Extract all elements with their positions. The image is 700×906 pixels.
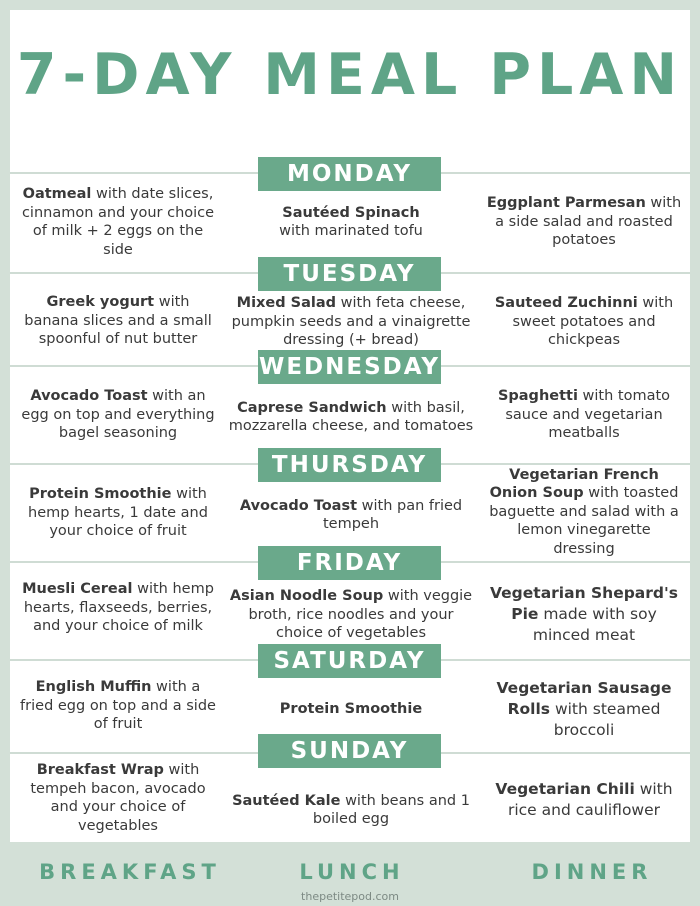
breakfast-wednesday bbox=[18, 372, 218, 458]
meal-name: Sauteed Zuchinni bbox=[494, 295, 638, 312]
meal-name: Protein Smoothie bbox=[29, 486, 172, 503]
meal-detail: with tomato sauce and vegetarian meatballs bbox=[505, 388, 671, 442]
meal-name: Avocado Toast bbox=[30, 388, 148, 405]
lunch-tuesday bbox=[228, 292, 474, 352]
meal-detail: with hemp hearts, flaxseeds, berries, and your choice of milk bbox=[23, 581, 214, 635]
day-banner-saturday: SATURDAY bbox=[258, 644, 441, 678]
breakfast-saturday bbox=[18, 664, 218, 748]
meal-name: Breakfast Wrap bbox=[36, 762, 164, 778]
meal-name: Vegetarian French Onion Soup bbox=[489, 466, 659, 502]
day-banner-friday: FRIDAY bbox=[258, 546, 441, 580]
meal-detail: with date slices, cinnamon and your choice of milk + 2 eggs on the side bbox=[21, 186, 215, 258]
meal-name: Greek yogurt bbox=[46, 294, 155, 311]
meal-name: Sautéed Spinach bbox=[282, 204, 420, 221]
lunch-monday bbox=[228, 192, 474, 252]
meal-detail: with beans and 1 boiled egg bbox=[312, 792, 470, 827]
dinner-tuesday bbox=[486, 290, 682, 354]
column-label-breakfast: BREAKFAST bbox=[39, 860, 221, 884]
breakfast-friday bbox=[18, 566, 218, 650]
day-banner-tuesday: TUESDAY bbox=[258, 257, 441, 291]
lunch-saturday bbox=[228, 696, 474, 722]
breakfast-sunday bbox=[18, 756, 218, 840]
meal-detail: with hemp hearts, 1 date and your choice of fruit bbox=[28, 486, 208, 540]
meal-detail: with sweet potatoes and chickpeas bbox=[512, 295, 674, 349]
meal-name: Muesli Cereal bbox=[22, 581, 133, 598]
day-banner-wednesday: WEDNESDAY bbox=[258, 350, 441, 384]
meal-name: Protein Smoothie bbox=[279, 700, 423, 717]
dinner-friday bbox=[486, 570, 682, 658]
day-banner-monday: MONDAY bbox=[258, 157, 441, 191]
meal-name: Caprese Sandwich bbox=[237, 399, 387, 416]
dinner-sunday bbox=[486, 766, 682, 834]
column-label-lunch: LUNCH bbox=[299, 860, 405, 884]
lunch-wednesday bbox=[228, 388, 474, 446]
meal-detail: with an egg on top and everything bagel seasoning bbox=[21, 388, 215, 442]
breakfast-monday bbox=[18, 178, 218, 266]
lunch-thursday bbox=[228, 488, 474, 542]
meal-name: Oatmeal bbox=[22, 186, 92, 202]
meal-name: Vegetarian Shepard's Pie bbox=[490, 583, 678, 623]
meal-name: Eggplant Parmesan bbox=[486, 195, 646, 212]
meal-detail: with basil, mozzarella cheese, and tomatoes bbox=[228, 399, 474, 434]
meal-name: Vegetarian Sausage Rolls bbox=[496, 678, 672, 718]
meal-detail: with marinated tofu bbox=[279, 223, 423, 239]
dinner-saturday bbox=[486, 665, 682, 753]
meal-detail: with a fried egg on top and a side of fruit bbox=[20, 679, 216, 733]
meal-detail: with a side salad and roasted potatoes bbox=[495, 195, 682, 249]
meal-detail: with tempeh bacon, avocado and your choice of vegetables bbox=[30, 762, 206, 834]
page-title: 7-DAY MEAL PLAN bbox=[16, 42, 684, 108]
column-label-dinner: DINNER bbox=[531, 860, 653, 884]
meal-detail: with steamed broccoli bbox=[550, 699, 661, 739]
site-credit: thepetitepod.com bbox=[301, 890, 399, 903]
meal-detail: with rice and cauliflower bbox=[507, 780, 673, 819]
meal-name: Mixed Salad bbox=[236, 295, 337, 312]
meal-name: English Muffin bbox=[35, 679, 152, 696]
meal-detail: with banana slices and a small spoonful of nut butter bbox=[24, 294, 212, 348]
meal-detail: made with soy minced meat bbox=[532, 604, 657, 644]
meal-detail: with pan fried tempeh bbox=[322, 497, 463, 532]
lunch-friday bbox=[228, 586, 474, 644]
lunch-sunday bbox=[228, 778, 474, 842]
meal-detail: with feta cheese, pumpkin seeds and a vinaigrette dressing (+ bread) bbox=[231, 295, 471, 349]
breakfast-tuesday bbox=[18, 278, 218, 364]
day-banner-thursday: THURSDAY bbox=[258, 448, 441, 482]
meal-name: Spaghetti bbox=[497, 388, 578, 405]
breakfast-thursday bbox=[18, 470, 218, 556]
meal-detail: with veggie broth, rice noodles and your choice of vegetables bbox=[248, 588, 473, 642]
meal-name: Avocado Toast bbox=[239, 497, 358, 514]
dinner-monday bbox=[486, 178, 682, 266]
meal-name: Asian Noodle Soup bbox=[229, 588, 384, 605]
meal-name: Sautéed Kale bbox=[232, 792, 341, 809]
dinner-wednesday bbox=[486, 383, 682, 447]
day-banner-sunday: SUNDAY bbox=[258, 734, 441, 768]
meal-name: Vegetarian Chili bbox=[495, 780, 635, 798]
meal-detail: with toasted baguette and salad with a lemon vinegarette dressing bbox=[489, 485, 679, 557]
dinner-thursday bbox=[486, 466, 682, 558]
